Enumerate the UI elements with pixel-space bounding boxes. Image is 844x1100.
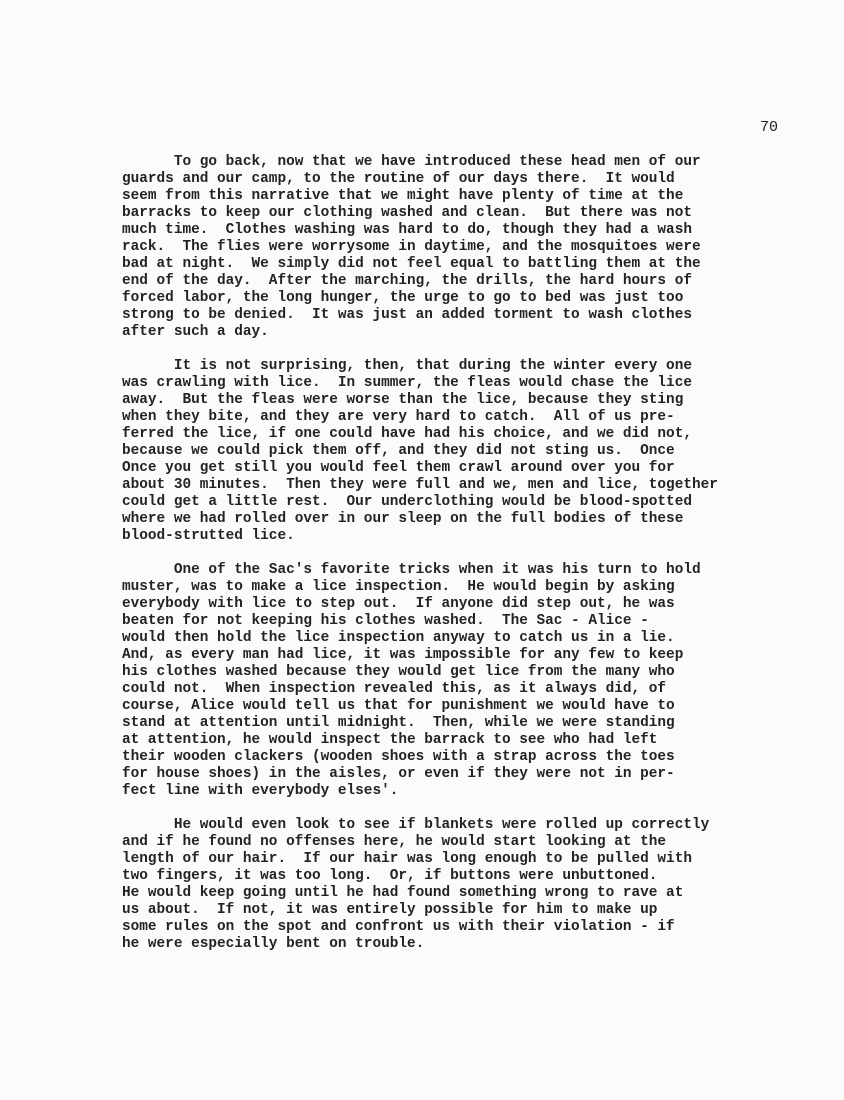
text-line: some rules on the spot and confront us with their violation - if xyxy=(122,919,675,935)
text-line: Once you get still you would feel them crawl around over you for xyxy=(122,460,675,476)
text-line: at attention, he would inspect the barrack to see who had left xyxy=(122,732,658,748)
text-line: It is not surprising, then, that during the winter every one xyxy=(122,358,692,374)
text-line: could get a little rest. Our underclothing would be blood-spotted xyxy=(122,494,692,510)
text-line: guards and our camp, to the routine of our days there. It would xyxy=(122,171,675,187)
text-line: two fingers, it was too long. Or, if buttons were unbuttoned. xyxy=(122,868,658,884)
text-line: everybody with lice to step out. If anyone did step out, he was xyxy=(122,596,675,612)
text-line: length of our hair. If our hair was long enough to be pulled with xyxy=(122,851,692,867)
text-line: To go back, now that we have introduced these head men of our xyxy=(122,154,701,170)
text-line: away. But the fleas were worse than the lice, because they sting xyxy=(122,392,684,408)
text-line: blood-strutted lice. xyxy=(122,528,295,544)
paragraph-3 xyxy=(122,562,822,800)
text-line: end of the day. After the marching, the drills, the hard hours of xyxy=(122,273,692,289)
text-line: much time. Clothes washing was hard to do, though they had a wash xyxy=(122,222,692,238)
text-line: And, as every man had lice, it was impossible for any few to keep xyxy=(122,647,684,663)
text-line: us about. If not, it was entirely possible for him to make up xyxy=(122,902,658,918)
text-line: stand at attention until midnight. Then, while we were standing xyxy=(122,715,675,731)
text-line: was crawling with lice. In summer, the fleas would chase the lice xyxy=(122,375,692,391)
paragraph-4 xyxy=(122,817,822,953)
page-number: 70 xyxy=(760,119,779,136)
text-line: fect line with everybody elses'. xyxy=(122,783,399,799)
text-line: strong to be denied. It was just an added torment to wash clothes xyxy=(122,307,692,323)
text-line: He would even look to see if blankets were rolled up correctly xyxy=(122,817,710,833)
paragraph-1 xyxy=(122,154,822,341)
text-line: and if he found no offenses here, he would start looking at the xyxy=(122,834,667,850)
text-line: he were especially bent on trouble. xyxy=(122,936,425,952)
text-line: because we could pick them off, and they did not sting us. Once xyxy=(122,443,675,459)
text-line: about 30 minutes. Then they were full and we, men and lice, together xyxy=(122,477,718,493)
text-line: forced labor, the long hunger, the urge to go to bed was just too xyxy=(122,290,684,306)
text-line: He would keep going until he had found something wrong to rave at xyxy=(122,885,684,901)
text-line: barracks to keep our clothing washed and clean. But there was not xyxy=(122,205,692,221)
text-line: ferred the lice, if one could have had his choice, and we did not, xyxy=(122,426,692,442)
text-line: for house shoes) in the aisles, or even if they were not in per- xyxy=(122,766,675,782)
text-line: when they bite, and they are very hard to catch. All of us pre- xyxy=(122,409,675,425)
text-line: muster, was to make a lice inspection. He would begin by asking xyxy=(122,579,675,595)
text-line: seem from this narrative that we might have plenty of time at the xyxy=(122,188,684,204)
body-text xyxy=(122,154,822,970)
text-line: would then hold the lice inspection anyway to catch us in a lie. xyxy=(122,630,675,646)
text-line: his clothes washed because they would get lice from the many who xyxy=(122,664,675,680)
text-line: could not. When inspection revealed this, as it always did, of xyxy=(122,681,667,697)
text-line: bad at night. We simply did not feel equal to battling them at the xyxy=(122,256,701,272)
text-line: beaten for not keeping his clothes washed. The Sac - Alice - xyxy=(122,613,649,629)
text-line: where we had rolled over in our sleep on the full bodies of these xyxy=(122,511,684,527)
text-line: their wooden clackers (wooden shoes with a strap across the toes xyxy=(122,749,675,765)
text-line: rack. The flies were worrysome in daytime, and the mosquitoes were xyxy=(122,239,701,255)
text-line: One of the Sac's favorite tricks when it was his turn to hold xyxy=(122,562,701,578)
paragraph-2 xyxy=(122,358,822,545)
text-line: after such a day. xyxy=(122,324,269,340)
text-line: course, Alice would tell us that for punishment we would have to xyxy=(122,698,675,714)
